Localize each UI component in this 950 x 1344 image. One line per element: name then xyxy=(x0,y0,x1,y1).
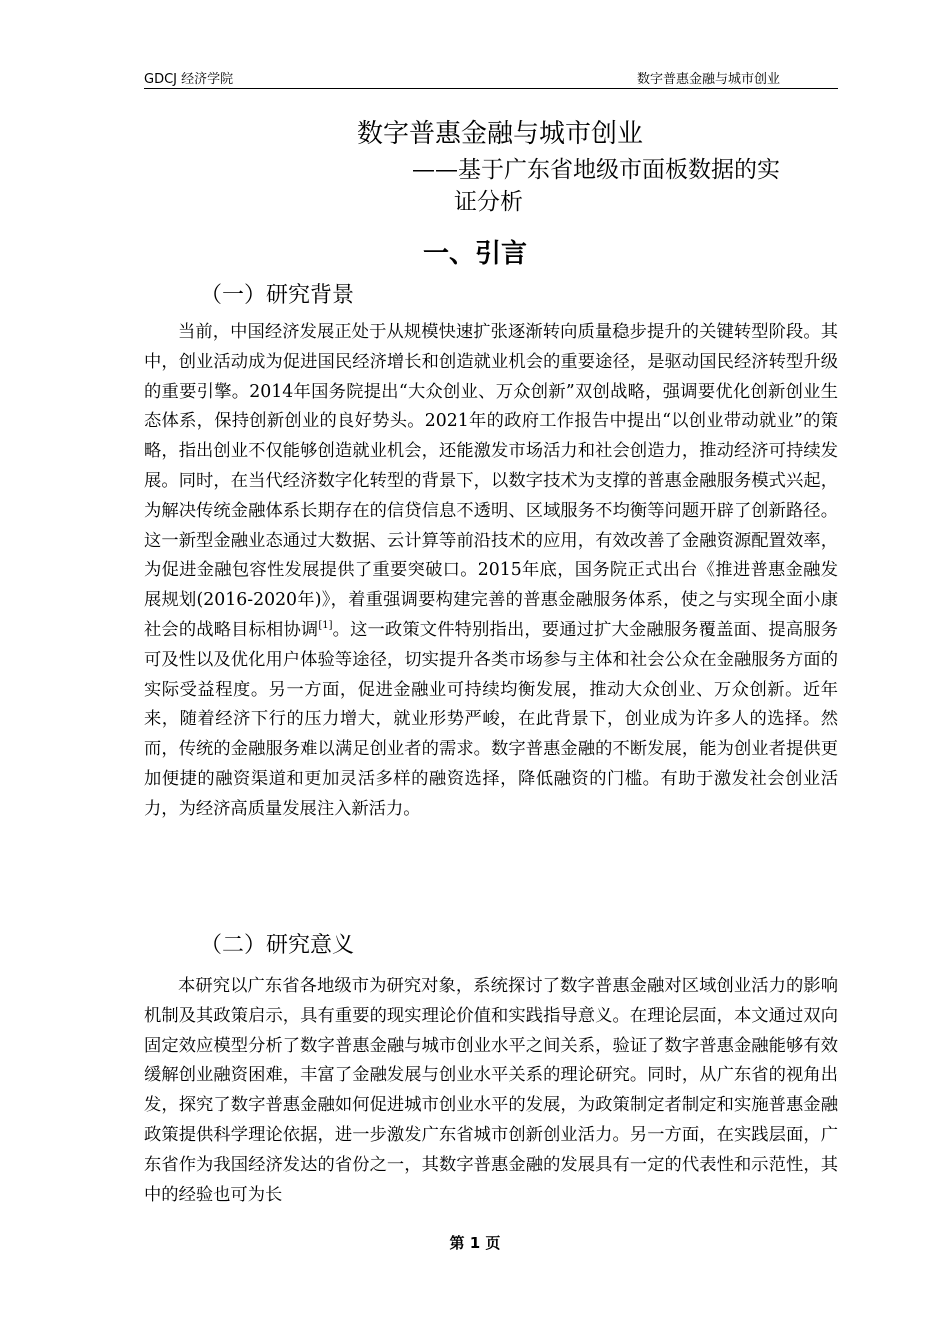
paragraph-background-text-1: 当前，中国经济发展正处于从规模快速扩张逐渐转向质量稳步提升的关键转型阶段。其中，创业活动成为促进国民经济增长和创造就业机会的重要途径，是驱动国民经济转型升级的重要引擎。2014年国务院提出“大众创业、万众创新”双创战略，强调要优化创新创业生态体系，保持创新创业的良好势头。2021年的政府工作报告中提出“以创业带动就业”的策略，指出创业不仅能够创造就业机会，还能激发市场活力和社会创造力，推动经济可持续发展。同时，在当代经济数字化转型的背景下，以数字技术为支撑的普惠金融服务模式兴起，为解决传统金融体系长期存在的信贷信息不透明、区域服务不均衡等问题开辟了创新路径。这一新型金融业态通过大数据、云计算等前沿技术的应用，有效改善了金融资源配置效率，为促进金融包容性发展提供了重要突破口。2015年底，国务院正式出台《推进普惠金融发展规划(2016-2020年)》，着重强调要构建完善的普惠金融服务体系，使之与实现全面小康社会的战略目标相协调 xyxy=(144,322,838,640)
subtitle-line-1: ——基于广东省地级市面板数据的实 xyxy=(412,157,780,183)
subsection-heading-significance: （二）研究意义 xyxy=(200,933,355,958)
paragraph-background xyxy=(144,318,838,825)
paragraph-background-text-2: 。这一政策文件特别指出，要通过扩大金融服务覆盖面、提高服务可及性以及优化用户体验等途径，切实提升各类市场参与主体和社会公众在金融服务方面的实际受益程度。另一方面，促进金融业可持续均衡发展，推动大众创业、万众创新。近年来，随着经济下行的压力增大，就业形势严峻，在此背景下，创业成为许多人的选择。然而，传统的金融服务难以满足创业者的需求。数字普惠金融的不断发展，能为创业者提供更加便捷的融资渠道和更加灵活多样的融资选择，降低融资的门槛。有助于激发社会创业活力，为经济高质量发展注入新活力。 xyxy=(144,619,838,819)
page-header xyxy=(144,66,838,89)
subtitle-line-2: 证分析 xyxy=(454,189,523,215)
subsection-heading-background: （一）研究背景 xyxy=(200,283,355,308)
paper-title: 数字普惠金融与城市创业 xyxy=(356,119,643,149)
header-institution: GDCJ 经济学院 xyxy=(144,72,234,87)
paragraph-significance: 本研究以广东省各地级市为研究对象，系统探讨了数字普惠金融对区域创业活力的影响机制及其政策启示，具有重要的现实理论价值和实践指导意义。在理论层面，本文通过双向固定效应模型分析了数字普惠金融与城市创业水平之间关系，验证了数字普惠金融能够有效缓解创业融资困难，丰富了金融发展与创业水平关系的理论研究。同时，从广东省的视角出发，探究了数字普惠金融如何促进城市创业水平的发展，为政策制定者制定和实施普惠金融政策提供科学理论依据，进一步激发广东省城市创新创业活力。另一方面，在实践层面，广东省作为我国经济发达的省份之一，其数字普惠金融的发展具有一定的代表性和示范性，其中的经验也可为长 xyxy=(144,976,838,1205)
section-heading-introduction: 一、引言 xyxy=(422,239,527,269)
header-running-title: 数字普惠金融与城市创业 xyxy=(636,72,780,87)
citation-ref-1[interactable]: [1] xyxy=(318,620,333,632)
page-number: 第 1 页 xyxy=(449,1234,501,1252)
paper-subtitle xyxy=(412,154,832,218)
